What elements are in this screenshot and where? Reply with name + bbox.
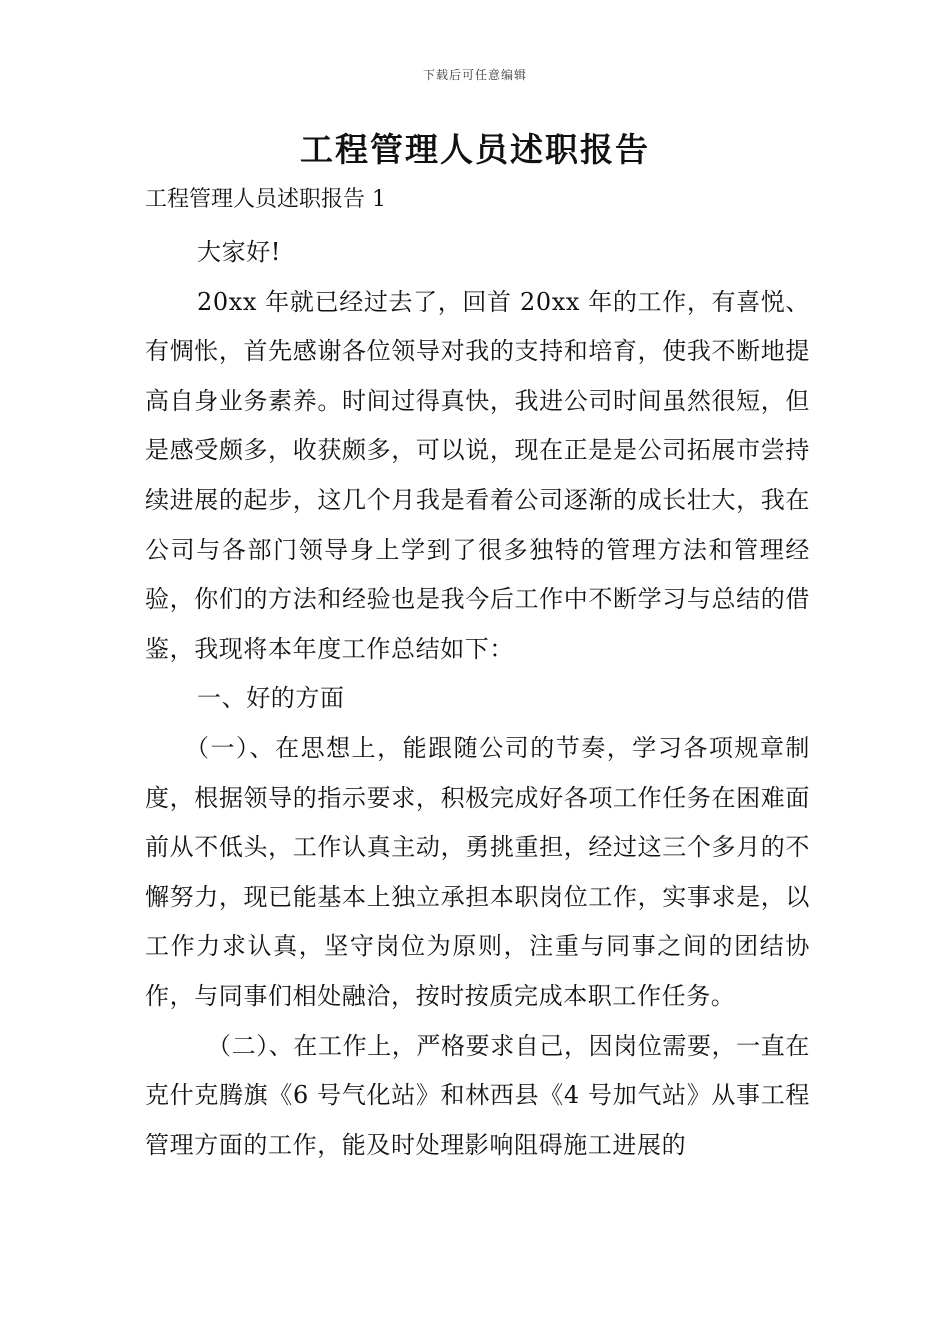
document-body xyxy=(145,228,810,1170)
intro-paragraph: 20xx 年就已经过去了，回首 20xx 年的工作，有喜悦、有惆怅，首先感谢各位领导对我的支持和培育，使我不断地提高自身业务素养。时间过得真快，我进公司时间虽然很短，但是感受颇多，收获颇多，可以说，现在正是是公司拓展市尝持续进展的起步，这几个月我是看着公司逐渐的成长壮大，我在公司与各部门领导身上学到了很多独特的管理方法和管理经验，你们的方法和经验也是我今后工作中不断学习与总结的借鉴，我现将本年度工作总结如下： xyxy=(145,287,810,663)
section-heading: 一、好的方面 xyxy=(197,684,345,713)
document-subtitle: 工程管理人员述职报告 1 xyxy=(145,187,386,212)
point-one-paragraph: （一）、在思想上，能跟随公司的节奏，学习各项规章制度，根据领导的指示要求，积极完成好各项工作任务在困难面前从不低头，工作认真主动，勇挑重担，经过这三个多月的不懈努力，现已能基本上独立承担本职岗位工作，实事求是，以工作力求认真，坚守岗位为原则，注重与同事之间的团结协作，与同事们相处融洽，按时按质完成本职工作任务。 xyxy=(145,733,810,1010)
point-two-paragraph: （二）、在工作上，严格要求自己，因岗位需要，一直在克什克腾旗《6 号气化站》和林西县《4 号加气站》从事工程管理方面的工作，能及时处理影响阻碍施工进展的 xyxy=(145,1031,810,1159)
header-note: 下载后可任意编辑 xyxy=(422,68,527,82)
greeting-paragraph: 大家好! xyxy=(197,238,282,266)
document-title: 工程管理人员述职报告 xyxy=(300,130,650,169)
